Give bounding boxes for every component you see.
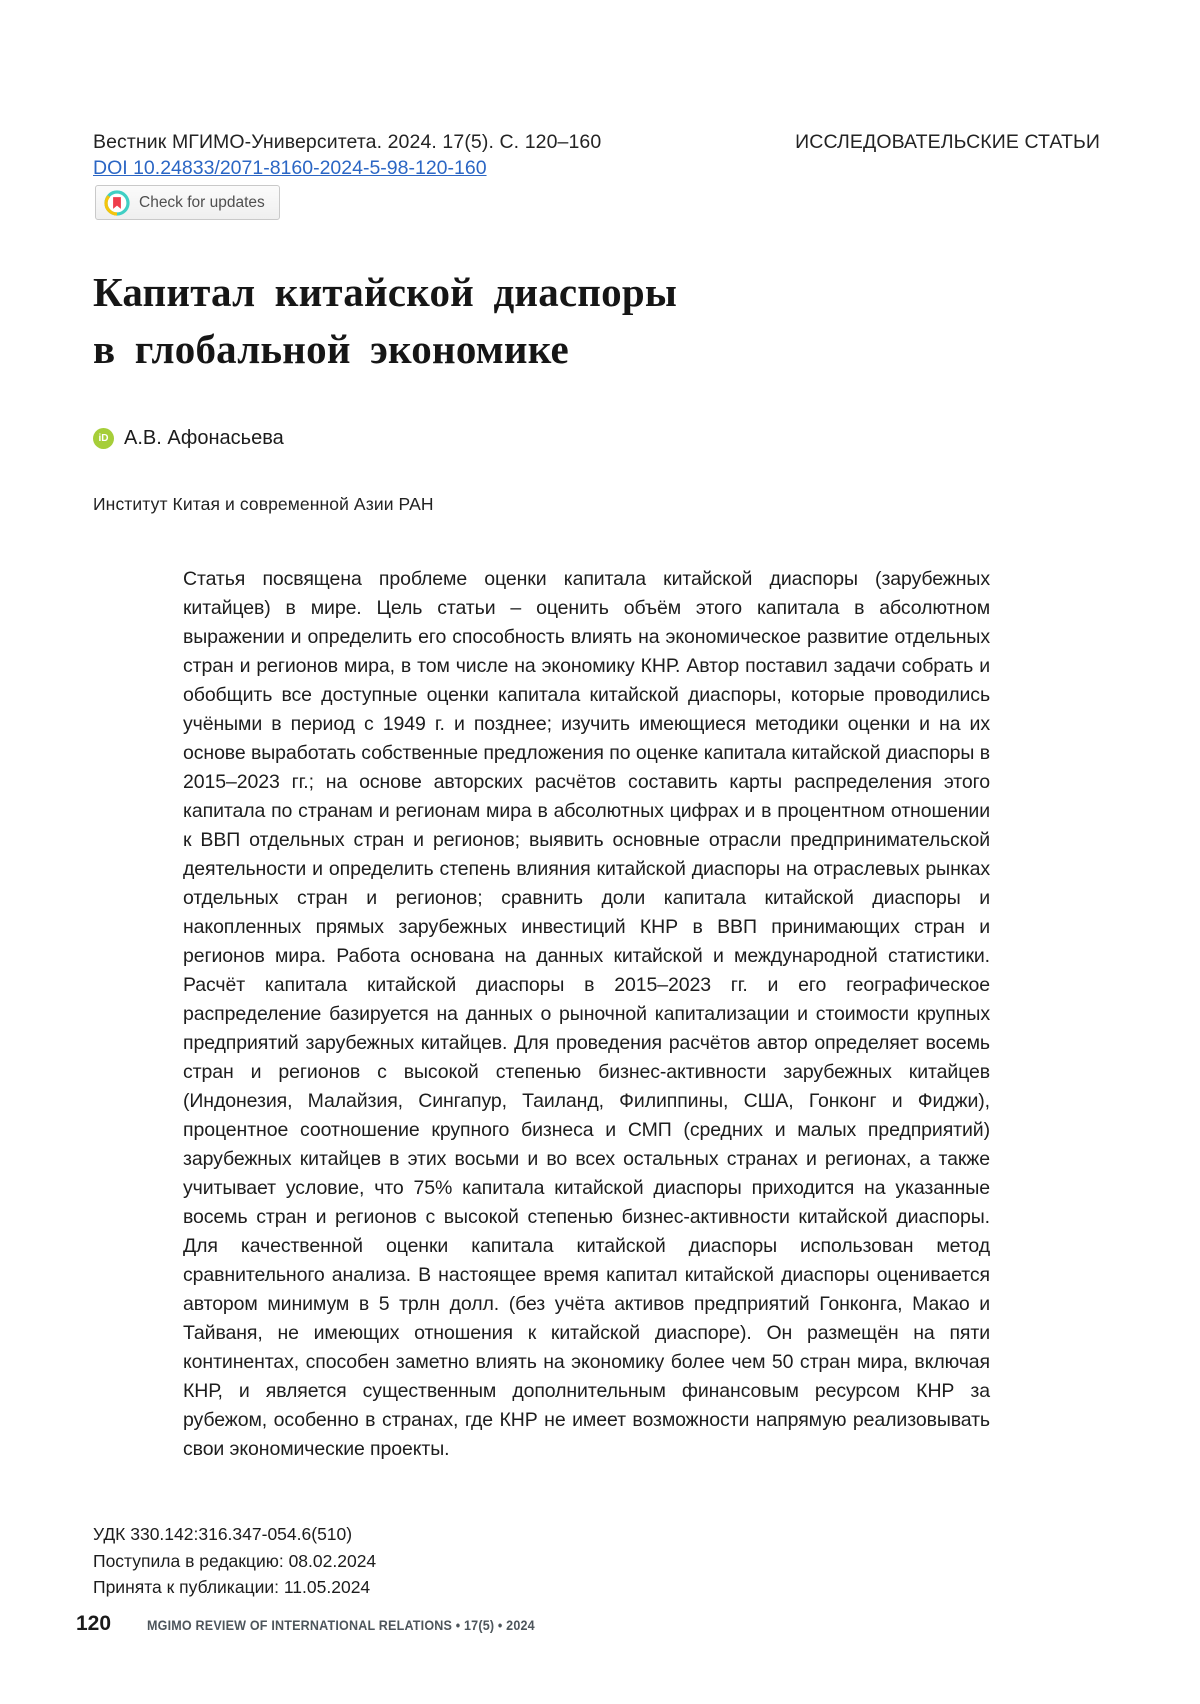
article-meta <box>93 1521 376 1601</box>
page-number: 120 <box>76 1612 112 1635</box>
check-for-updates-label: Check for updates <box>139 193 265 211</box>
received-date: Поступила в редакцию: 08.02.2024 <box>93 1550 377 1571</box>
author-name: А.В. Афонасьева <box>124 427 284 449</box>
abstract-text: Статья посвящена проблеме оценки капитала китайской диаспоры (зарубежных китайцев) в мире. Цель статьи – оценить объём этого капитала в абсолютном выражении и определить его способность влиять на экономическое развитие отдельных стран и регионов мира, в том числе на экономику КНР. Автор поставил задачи собрать и обобщить все доступные оценки капитала китайской диаспоры, которые проводились учёными в период с 1949 г. и позднее; изучить имеющиеся методики оценки и на их основе выработать собственные предложения по оценке капитала китайской диаспоры в 2015–2023 гг.; на основе авторских расчётов составить карты распределения этого капитала по странам и регионам мира в абсолютных цифрах и в процентном отношении к ВВП отдельных стран и регионов; выявить основные отрасли предпринимательской деятельности и определить степень влияния китайской диаспоры на отраслевых рынках отдельных стран и регионов; сравнить доли капитала китайской диаспоры и накопленных прямых зарубежных инвестиций КНР в ВВП принимающих стран и регионов мира. Работа основана на данных китайской и международной статистики. Расчёт капитала китайской диаспоры в 2015–2023 гг. и его географическое распределение базируется на данных о рыночной капитализации и стоимости крупных предприятий зарубежных китайцев. Для проведения расчётов автор определяет восемь стран и регионов с высокой степенью бизнес-активности зарубежных китайцев (Индонезия, Малайзия, Сингапур, Таиланд, Филиппины, США, Гонконг и Фиджи), процентное соотношение крупного бизнеса и СМП (средних и малых предприятий) зарубежных китайцев в этих восьми и во всех остальных странах и регионах, а также учитывает условие, что 75% капитала китайской диаспоры приходится на указанные восемь стран и регионов с высокой степенью бизнес-активности китайской диаспоры. Для качественной оценки капитала китайской диаспоры использован метод сравнительного анализа. В настоящее время капитал китайской диаспоры оценивается автором минимум в 5 трлн долл. (без учёта активов предприятий Гонконга, Макао и Тайваня, не имеющих отношения к китайской диаспоре). Он размещён на пяти континентах, способен заметно влиять на экономику более чем 50 стран мира, включая КНР, и является существенным дополнительным финансовым ресурсом КНР за рубежом, особенно в странах, где КНР не имеет возможности напрямую реализовывать свои экономические проекты. <box>183 568 990 1460</box>
article-title-line1: Капитал китайской диаспоры <box>93 269 678 315</box>
author-row <box>93 427 284 450</box>
orcid-icon[interactable]: iD <box>93 428 114 449</box>
section-label: ИССЛЕДОВАТЕЛЬСКИЕ СТАТЬИ <box>795 131 1100 153</box>
accepted-date: Принята к публикации: 11.05.2024 <box>93 1577 371 1597</box>
doi-link[interactable]: DOI 10.24833/2071-8160-2024-5-98-120-160 <box>93 157 487 179</box>
journal-reference: Вестник МГИМО-Университета. 2024. 17(5). С. 120–160 <box>93 131 602 153</box>
author-affiliation: Институт Китая и современной Азии РАН <box>93 494 434 514</box>
page-footer <box>76 1612 564 1636</box>
page-header <box>93 131 1100 154</box>
check-for-updates-button[interactable] <box>95 185 280 220</box>
article-title-line2: в глобальной экономике <box>93 326 569 372</box>
footer-journal-title: MGIMO REVIEW OF INTERNATIONAL RELATIONS • 17(5) • 2024 <box>147 1618 535 1633</box>
article-title <box>93 264 677 378</box>
udc-code: УДК 330.142:316.347-054.6(510) <box>93 1524 353 1544</box>
doi-row <box>93 157 487 180</box>
crossmark-icon <box>104 190 130 216</box>
